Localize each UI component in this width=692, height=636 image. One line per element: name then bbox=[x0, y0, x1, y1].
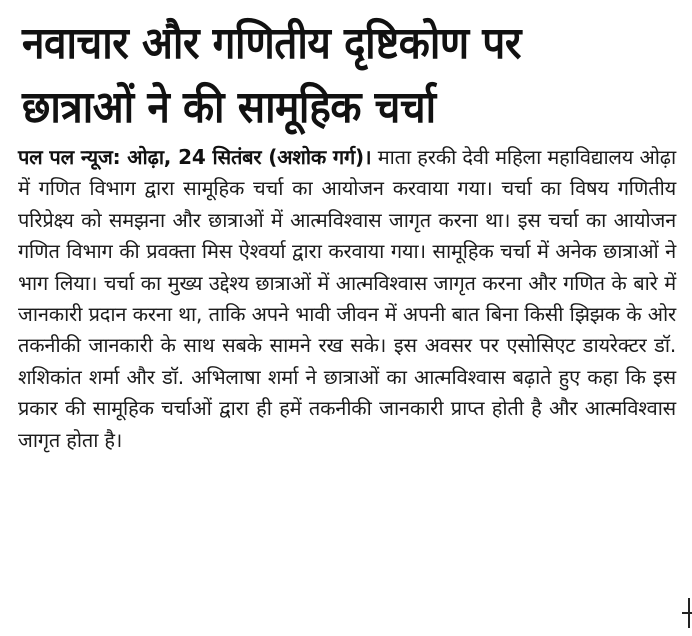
column-rule-horizontal bbox=[682, 612, 692, 614]
column-rule-mark bbox=[682, 598, 692, 628]
headline: नवाचार और गणितीय दृष्टिकोण पर छात्राओं ने की सामूहिक चर्चा bbox=[22, 18, 521, 133]
article-body-paragraph bbox=[18, 142, 676, 456]
dateline: पल पल न्यूज: ओढ़ा, 24 सितंबर (अशोक गर्ग)। bbox=[18, 145, 372, 169]
article-body-text: माता हरकी देवी महिला महाविद्यालय ओढ़ा में गणित विभाग द्वारा सामूहिक चर्चा का आयोजन करवाया गया। चर्चा का विषय गणितीय परिप्रेक्ष्य को समझना और छात्राओं में आत्मविश्वास जागृत करना था। इस चर्चा का आयोजन गणित विभाग की प्रवक्ता मिस ऐश्वर्या द्वारा करवाया गया। सामूहिक चर्चा में अनेक छात्राओं ने भाग लिया। चर्चा का मुख्य उद्देश्य छात्राओं में आत्मविश्वास जागृत करना और गणित के बारे में जानकारी प्रदान करना था, ताकि अपने भावी जीवन में अपनी बात बिना किसी झिझक के ओर तकनीकी जानकारी के साथ सबके सामने रख सके। इस अवसर पर एसोसिएट डायरेक्टर डॉ. शशिकांत शर्मा और डॉ. अभिलाषा शर्मा ने छात्राओं का आत्मविश्वास बढ़ाते हुए कहा कि इस प्रकार की सामूहिक चर्चाओं द्वारा ही हमें तकनीकी जानकारी प्राप्त होती है और आत्मविश्वास जागृत होता है। bbox=[18, 145, 676, 452]
next-article-cutoff bbox=[0, 628, 692, 636]
